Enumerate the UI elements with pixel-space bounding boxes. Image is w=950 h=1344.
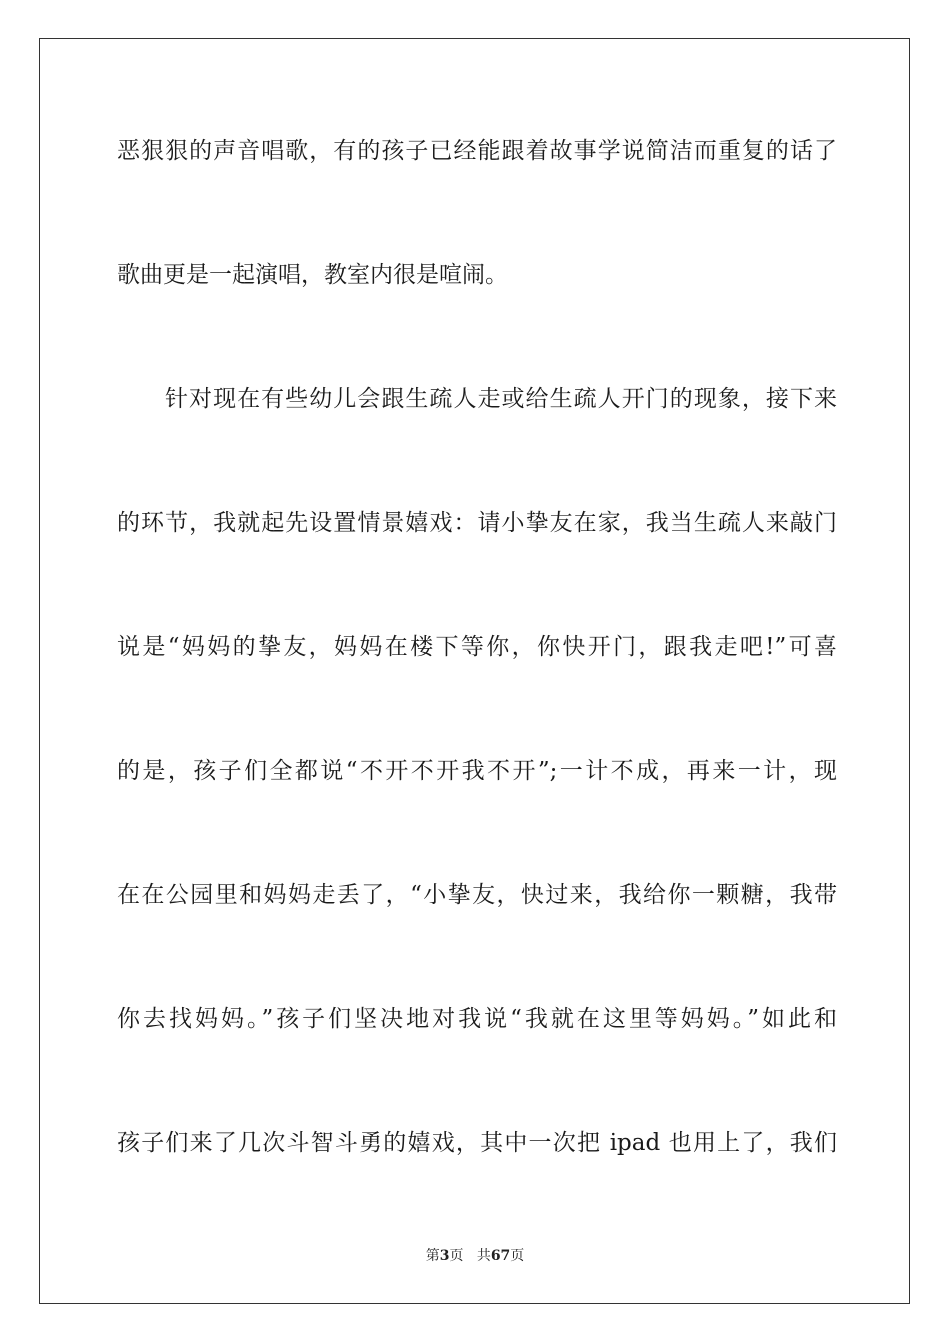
body-line-1: 恶狠狠的声音唱歌，有的孩子已经能跟着故事学说简洁而重复的话了	[117, 138, 837, 164]
body-line-5: 说是“妈妈的挚友，妈妈在楼下等你，你快开门，跟我走吧!”可喜	[117, 634, 837, 660]
footer-total-prefix: 共	[476, 1248, 491, 1264]
page-footer	[0, 1246, 950, 1266]
body-line-4: 的环节，我就起先设置情景嬉戏：请小挚友在家，我当生疏人来敲门	[117, 510, 837, 536]
footer-total-suffix: 页	[510, 1248, 525, 1264]
footer-page-prefix: 第	[425, 1248, 440, 1264]
body-line-8: 你去找妈妈。”孩子们坚决地对我说“我就在这里等妈妈。”如此和	[117, 1006, 837, 1032]
page-frame	[39, 38, 910, 1304]
body-line-9: 孩子们来了几次斗智斗勇的嬉戏，其中一次把 ipad 也用上了，我们	[117, 1130, 837, 1156]
footer-page-number: 3	[439, 1248, 450, 1264]
body-line-6: 的是，孩子们全都说“不开不开我不开”;一计不成，再来一计，现	[117, 758, 837, 784]
footer-total-pages: 67	[490, 1248, 511, 1264]
footer-page-suffix: 页	[449, 1248, 464, 1264]
body-line-7: 在在公园里和妈妈走丢了，“小挚友，快过来，我给你一颗糖，我带	[117, 882, 837, 908]
body-line-2: 歌曲更是一起演唱，教室内很是喧闹。	[117, 262, 508, 288]
body-line-3: 针对现在有些幼儿会跟生疏人走或给生疏人开门的现象，接下来	[165, 386, 837, 412]
